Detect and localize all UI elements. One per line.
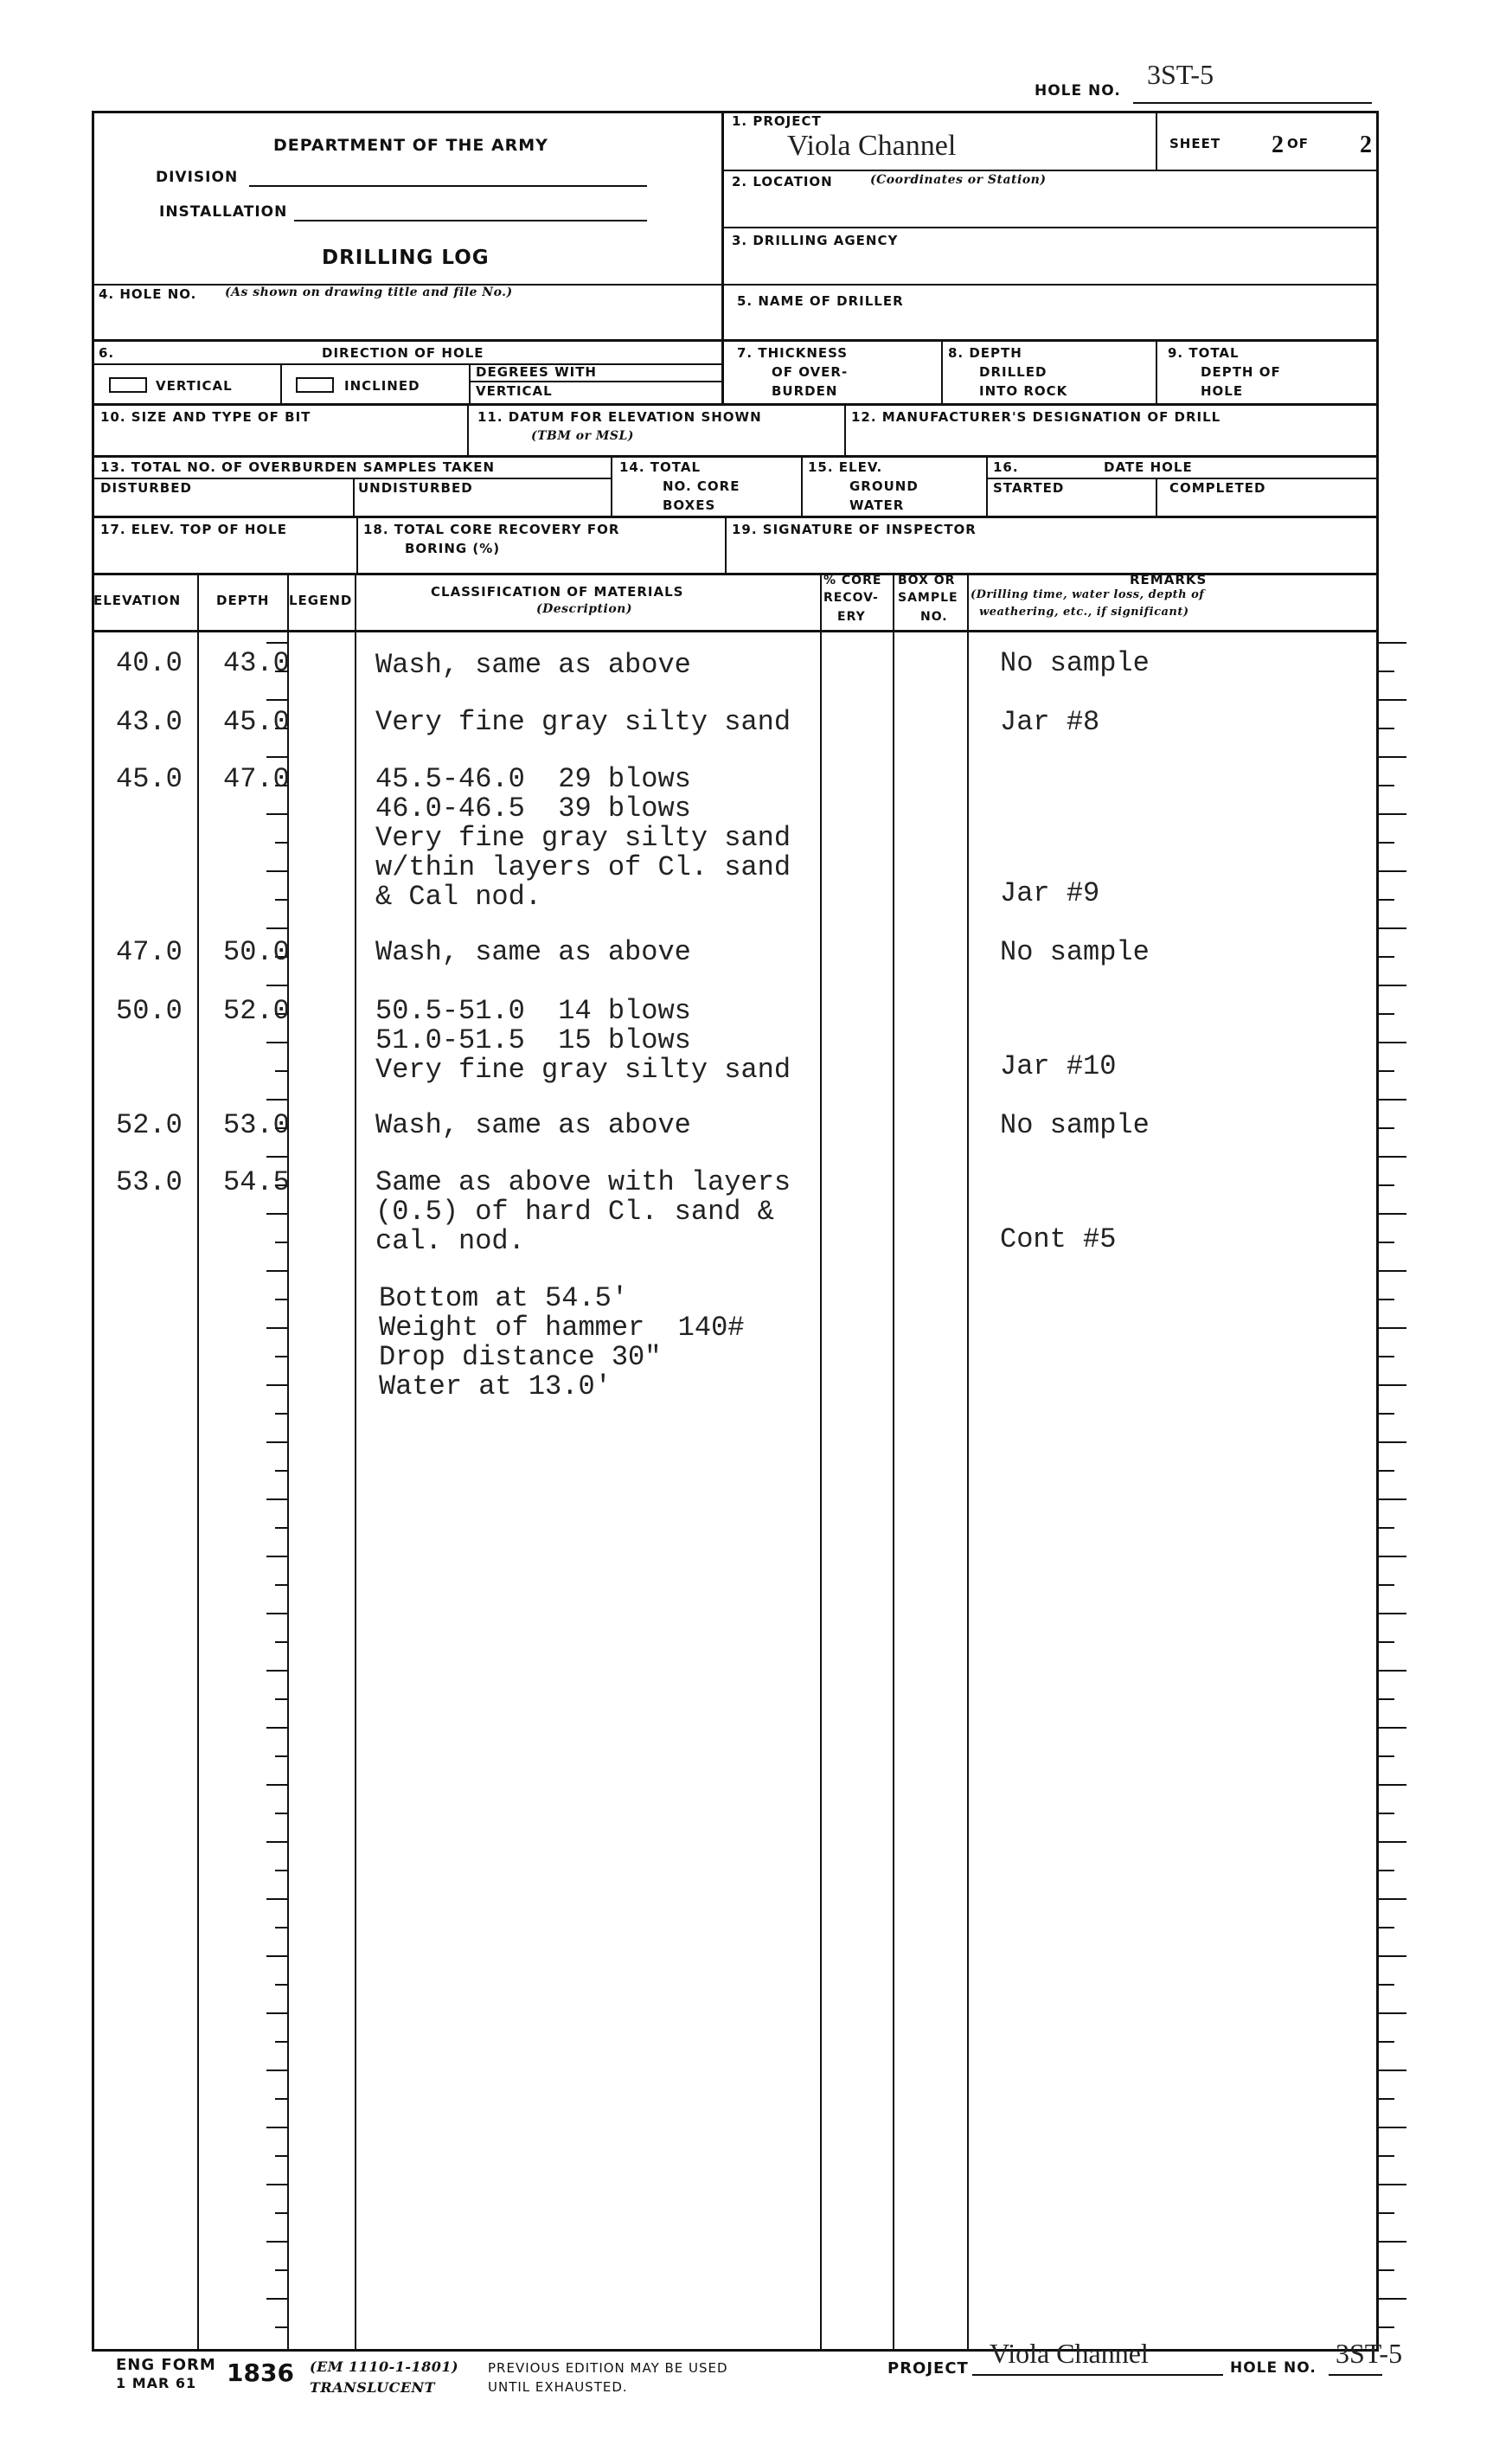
depth-tick xyxy=(266,1498,287,1500)
col-line-core xyxy=(893,573,894,2352)
footer-previous-2: UNTIL EXHAUSTED. xyxy=(488,2379,628,2395)
footer-em-ref: (EM 1110-1-1801) xyxy=(310,2358,459,2375)
undisturbed-label: UNDISTURBED xyxy=(358,480,473,496)
depth-tick xyxy=(275,1927,287,1928)
remarks-tick xyxy=(1379,2155,1394,2157)
remarks-tick xyxy=(1379,1356,1394,1357)
remarks-tick xyxy=(1379,1584,1394,1586)
depth-tick xyxy=(266,1099,287,1101)
top-hole-no-label: HOLE NO. xyxy=(1035,82,1121,99)
entry-elevation: 52.0 xyxy=(116,1109,183,1141)
date-hole-label: DATE HOLE xyxy=(1104,459,1193,475)
remarks-tick xyxy=(1379,1299,1394,1300)
f9-label-2: DEPTH OF xyxy=(1201,364,1281,380)
depth-tick xyxy=(275,2269,287,2271)
remarks-tick xyxy=(1379,1613,1406,1614)
depth-tick xyxy=(275,1755,287,1757)
depth-tick xyxy=(266,1042,287,1043)
col-depth: DEPTH xyxy=(216,593,270,608)
entry-depth: 53.0 xyxy=(223,1109,290,1141)
col-classification: CLASSIFICATION OF MATERIALS xyxy=(431,584,684,600)
depth-tick xyxy=(275,1584,287,1586)
entry-description: Same as above with layers (0.5) of hard Cl. sand & cal. nod. xyxy=(375,1166,791,1257)
f10-label: 10. SIZE AND TYPE OF BIT xyxy=(100,409,311,425)
entry-description: 45.5-46.0 29 blows 46.0-46.5 39 blows Very fine gray silty sand w/thin layers of Cl. sand & Cal nod. xyxy=(375,763,791,913)
depth-tick xyxy=(275,1641,287,1643)
depth-tick xyxy=(266,2127,287,2128)
f8-label-2: DRILLED xyxy=(979,364,1048,380)
f7-label-2: OF OVER- xyxy=(772,364,849,380)
entry-remark: Cont #5 xyxy=(1000,1223,1117,1255)
remarks-tick xyxy=(1379,1327,1406,1329)
entry-description: Wash, same as above xyxy=(375,936,691,968)
remarks-tick xyxy=(1379,1441,1406,1443)
col-remarks-note-2: weathering, etc., if significant) xyxy=(979,606,1189,619)
depth-tick xyxy=(275,1870,287,1871)
remarks-tick xyxy=(1379,1527,1394,1529)
completed-label: COMPLETED xyxy=(1169,480,1266,496)
remarks-tick xyxy=(1379,899,1394,901)
department-title: DEPARTMENT OF THE ARMY xyxy=(273,136,548,155)
depth-tick xyxy=(266,1784,287,1786)
col-box-2: SAMPLE xyxy=(898,591,958,605)
col-remarks: REMARKS xyxy=(1130,572,1208,587)
entry-remark: No sample xyxy=(1000,1109,1150,1141)
footer-project-label: PROJECT xyxy=(887,2359,969,2378)
depth-tick xyxy=(266,1384,287,1386)
remarks-tick xyxy=(1379,785,1394,786)
degrees-label-2: VERTICAL xyxy=(476,383,553,399)
f7-label-3: BURDEN xyxy=(772,383,838,399)
remarks-tick xyxy=(1379,2098,1394,2100)
remarks-tick xyxy=(1379,1213,1406,1215)
f13-label: 13. TOTAL NO. OF OVERBURDEN SAMPLES TAKEN xyxy=(100,459,496,475)
depth-tick xyxy=(266,813,287,815)
entry-elevation: 43.0 xyxy=(116,706,183,738)
depth-tick xyxy=(275,1299,287,1300)
entry-depth: 47.0 xyxy=(223,763,290,795)
remarks-tick xyxy=(1379,1670,1406,1672)
col-legend: LEGEND xyxy=(289,593,353,608)
depth-tick xyxy=(275,2041,287,2043)
top-hole-no-value[interactable]: 3ST-5 xyxy=(1147,59,1214,90)
location-label: 2. LOCATION xyxy=(732,174,833,189)
remarks-tick xyxy=(1379,1384,1406,1386)
depth-tick xyxy=(266,1213,287,1215)
entry-elevation: 53.0 xyxy=(116,1166,183,1198)
vertical-checkbox[interactable] xyxy=(109,377,147,393)
footer-project-value: Viola Channel xyxy=(990,2338,1149,2369)
remarks-tick xyxy=(1379,1042,1406,1043)
remarks-tick xyxy=(1379,1641,1394,1643)
f17-label: 17. ELEV. TOP OF HOLE xyxy=(100,522,287,537)
remarks-tick xyxy=(1379,1413,1394,1415)
remarks-tick xyxy=(1379,870,1406,872)
drilling-log-title: DRILLING LOG xyxy=(322,247,490,269)
entry-remark: No sample xyxy=(1000,647,1150,679)
col-line-elev xyxy=(197,573,199,2352)
remarks-tick xyxy=(1379,728,1394,729)
depth-tick xyxy=(266,1670,287,1672)
remarks-tick xyxy=(1379,2241,1406,2243)
col-line-depth xyxy=(287,573,289,2352)
remarks-tick xyxy=(1379,699,1406,701)
footer-form-date: 1 MAR 61 xyxy=(116,2375,197,2391)
depth-tick xyxy=(275,1527,287,1529)
entry-depth: 52.0 xyxy=(223,995,290,1027)
depth-tick xyxy=(266,699,287,701)
col-core-3: ERY xyxy=(837,610,866,624)
division-label: DIVISION xyxy=(156,169,239,186)
remarks-tick xyxy=(1379,1870,1394,1871)
depth-tick xyxy=(266,1841,287,1843)
f12-label: 12. MANUFACTURER'S DESIGNATION OF DRILL xyxy=(851,409,1221,425)
depth-tick xyxy=(266,1327,287,1329)
depth-tick xyxy=(266,870,287,872)
depth-tick xyxy=(275,1813,287,1814)
f8-label-3: INTO ROCK xyxy=(979,383,1068,399)
agency-label: 3. DRILLING AGENCY xyxy=(732,233,899,248)
footer-form-number: 1836 xyxy=(227,2358,294,2387)
remarks-tick xyxy=(1379,642,1406,644)
depth-tick xyxy=(275,1356,287,1357)
depth-tick xyxy=(275,899,287,901)
remarks-tick xyxy=(1379,2012,1406,2014)
f19-label: 19. SIGNATURE OF INSPECTOR xyxy=(732,522,977,537)
footer-hole-no-value: 3ST-5 xyxy=(1336,2338,1403,2369)
entry-remark: Jar #9 xyxy=(1000,877,1100,909)
f15-label-3: WATER xyxy=(849,497,905,513)
remarks-tick xyxy=(1379,2326,1394,2328)
depth-tick xyxy=(266,985,287,986)
depth-tick xyxy=(275,1470,287,1472)
depth-tick xyxy=(275,2212,287,2214)
remarks-tick xyxy=(1379,985,1406,986)
f14-label-2: NO. CORE xyxy=(663,478,740,494)
depth-tick xyxy=(275,1070,287,1072)
inclined-checkbox[interactable] xyxy=(296,377,334,393)
depth-tick xyxy=(266,1613,287,1614)
depth-tick xyxy=(275,2098,287,2100)
remarks-tick xyxy=(1379,1698,1394,1700)
remarks-tick xyxy=(1379,956,1394,958)
depth-tick xyxy=(266,1898,287,1900)
depth-tick xyxy=(275,842,287,844)
remarks-tick xyxy=(1379,1184,1394,1186)
entry-description: Wash, same as above xyxy=(375,649,691,681)
depth-tick xyxy=(266,1156,287,1158)
entry-description: Wash, same as above xyxy=(375,1109,691,1141)
depth-tick xyxy=(266,1955,287,1957)
depth-tick xyxy=(266,1727,287,1729)
direction-label: DIRECTION OF HOLE xyxy=(322,345,484,361)
col-line-class xyxy=(820,573,822,2352)
entry-remark: Jar #8 xyxy=(1000,706,1100,738)
remarks-tick xyxy=(1379,1556,1406,1557)
remarks-tick xyxy=(1379,1242,1394,1243)
entry-description: 50.5-51.0 14 blows 51.0-51.5 15 blows Very fine gray silty sand xyxy=(375,995,791,1086)
sheet-of: OF xyxy=(1287,136,1309,151)
entry-elevation: 45.0 xyxy=(116,763,183,795)
col-description: (Description) xyxy=(536,602,632,616)
depth-tick xyxy=(266,2070,287,2071)
remarks-tick xyxy=(1379,1927,1394,1928)
remarks-tick xyxy=(1379,1270,1406,1272)
remarks-tick xyxy=(1379,1070,1394,1072)
f14-label-3: BOXES xyxy=(663,497,716,513)
remarks-tick xyxy=(1379,2298,1406,2300)
f7-label-1: 7. THICKNESS xyxy=(737,345,849,361)
remarks-tick xyxy=(1379,756,1406,758)
entry-depth: 50.0 xyxy=(223,936,290,968)
footer-translucent: TRANSLUCENT xyxy=(310,2379,436,2396)
col-remarks-note-1: (Drilling time, water loss, depth of xyxy=(971,588,1205,601)
col-line-legend xyxy=(355,573,356,2352)
depth-tick xyxy=(266,927,287,929)
depth-tick xyxy=(266,2184,287,2185)
location-note: (Coordinates or Station) xyxy=(870,173,1047,187)
f11-note: (TBM or MSL) xyxy=(531,429,634,443)
started-label: STARTED xyxy=(993,480,1065,496)
entry-depth: 54.5 xyxy=(223,1166,290,1198)
remarks-tick xyxy=(1379,1727,1406,1729)
entry-depth: 43.0 xyxy=(223,647,290,679)
inclined-label: INCLINED xyxy=(344,378,420,394)
f9-label-3: HOLE xyxy=(1201,383,1244,399)
sheet-label: SHEET xyxy=(1169,136,1221,151)
footer-previous-1: PREVIOUS EDITION MAY BE USED xyxy=(488,2360,728,2376)
project-label: 1. PROJECT xyxy=(732,113,822,129)
project-value[interactable]: Viola Channel xyxy=(787,130,957,162)
entry-remark: Jar #10 xyxy=(1000,1050,1117,1082)
entry-elevation: 50.0 xyxy=(116,995,183,1027)
col-line-box xyxy=(967,573,969,2352)
col-elevation: ELEVATION xyxy=(93,593,182,608)
col-core-1: % CORE xyxy=(823,574,882,587)
remarks-tick xyxy=(1379,1755,1394,1757)
remarks-tick xyxy=(1379,1127,1394,1129)
f9-label-1: 9. TOTAL xyxy=(1168,345,1240,361)
remarks-tick xyxy=(1379,1813,1394,1814)
f11-label: 11. DATUM FOR ELEVATION SHOWN xyxy=(477,409,762,425)
depth-tick xyxy=(266,2012,287,2014)
remarks-tick xyxy=(1379,1013,1394,1015)
sheet-total: 2 xyxy=(1360,132,1372,158)
remarks-tick xyxy=(1379,2184,1406,2185)
entry-depth: 45.0 xyxy=(223,706,290,738)
remarks-tick xyxy=(1379,842,1394,844)
depth-tick xyxy=(266,642,287,644)
remarks-tick xyxy=(1379,1470,1394,1472)
f14-label-1: 14. TOTAL xyxy=(619,459,702,475)
depth-tick xyxy=(266,1556,287,1557)
f8-label-1: 8. DEPTH xyxy=(948,345,1022,361)
remarks-tick xyxy=(1379,2041,1394,2043)
footer-eng-form: ENG FORM xyxy=(116,2356,216,2374)
f16-label: 16. xyxy=(993,459,1019,475)
depth-tick xyxy=(266,756,287,758)
depth-tick xyxy=(275,1984,287,1986)
remarks-tick xyxy=(1379,813,1406,815)
summary-notes: Bottom at 54.5' Weight of hammer 140# Drop distance 30" Water at 13.0' xyxy=(379,1282,745,1402)
depth-tick xyxy=(275,2155,287,2157)
entry-elevation: 40.0 xyxy=(116,647,183,679)
hole-no-field-label: 4. HOLE NO. xyxy=(99,286,197,302)
f6-label: 6. xyxy=(99,345,115,361)
disturbed-label: DISTURBED xyxy=(100,480,192,496)
header-divider xyxy=(721,111,724,339)
f18-label-2: BORING (%) xyxy=(405,541,501,556)
remarks-tick xyxy=(1379,2269,1394,2271)
hole-no-field-note: (As shown on drawing title and file No.) xyxy=(225,286,513,299)
depth-tick xyxy=(275,1698,287,1700)
top-hole-no-underline xyxy=(1133,102,1372,104)
col-box-3: NO. xyxy=(920,610,948,624)
installation-label: INSTALLATION xyxy=(159,203,288,221)
depth-tick xyxy=(266,2241,287,2243)
remarks-tick xyxy=(1379,1099,1406,1101)
col-core-2: RECOV- xyxy=(823,591,879,605)
degrees-label-1: DEGREES WITH xyxy=(476,364,597,380)
remarks-tick xyxy=(1379,1156,1406,1158)
remarks-tick xyxy=(1379,927,1406,929)
f15-label-2: GROUND xyxy=(849,478,919,494)
remarks-tick xyxy=(1379,1898,1406,1900)
remarks-tick xyxy=(1379,2127,1406,2128)
entry-elevation: 47.0 xyxy=(116,936,183,968)
remarks-tick xyxy=(1379,1498,1406,1500)
sheet-number[interactable]: 2 xyxy=(1272,132,1284,158)
depth-tick xyxy=(275,1413,287,1415)
depth-tick xyxy=(266,1270,287,1272)
vertical-label: VERTICAL xyxy=(156,378,233,394)
remarks-tick xyxy=(1379,671,1394,672)
footer-hole-no-label: HOLE NO. xyxy=(1230,2359,1317,2377)
entry-remark: No sample xyxy=(1000,936,1150,968)
depth-tick xyxy=(275,1242,287,1243)
remarks-tick xyxy=(1379,1955,1406,1957)
col-box-1: BOX OR xyxy=(898,574,956,587)
remarks-tick xyxy=(1379,2070,1406,2071)
depth-tick xyxy=(266,1441,287,1443)
driller-label: 5. NAME OF DRILLER xyxy=(737,293,904,309)
f18-label-1: 18. TOTAL CORE RECOVERY FOR xyxy=(363,522,620,537)
remarks-tick xyxy=(1379,1984,1394,1986)
entry-description: Very fine gray silty sand xyxy=(375,706,791,738)
depth-tick xyxy=(266,2298,287,2300)
remarks-tick xyxy=(1379,1841,1406,1843)
remarks-tick xyxy=(1379,1784,1406,1786)
depth-tick xyxy=(275,2326,287,2328)
remarks-tick xyxy=(1379,2212,1394,2214)
f15-label-1: 15. ELEV. xyxy=(808,459,883,475)
